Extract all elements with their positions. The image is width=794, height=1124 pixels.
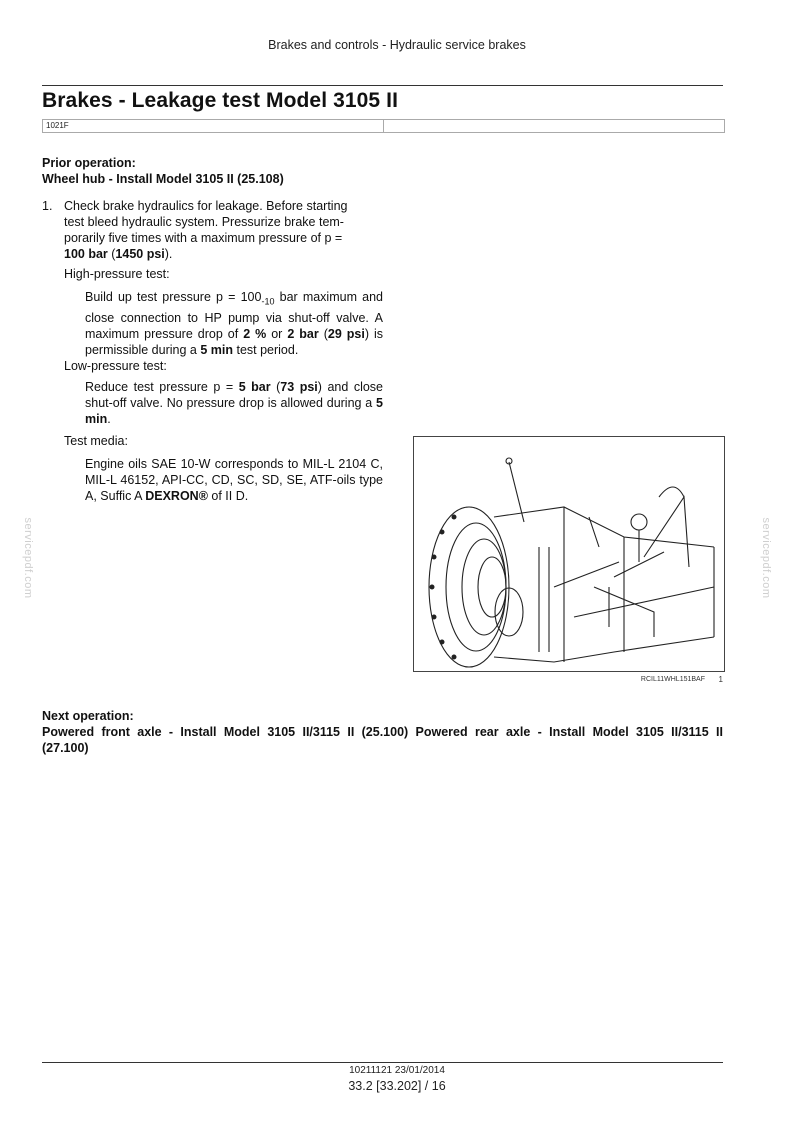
- watermark-right: servicepdf.com: [760, 517, 772, 599]
- next-operation-line-1: Powered front axle - Install Model 3105 II/3115 II (25.100) Powered rear axle - Install Model 3105 II/3115 II: [42, 725, 723, 739]
- step-number: 1.: [42, 199, 53, 213]
- footer-page-number: 33.2 [33.202] / 16: [348, 1079, 446, 1093]
- low-pressure-label: Low-pressure test:: [64, 359, 167, 373]
- test-media-text: Engine oils SAE 10-W corresponds to MIL-L 2104 C, MIL-L 46152, API-CC, CD, SC, SD, SE, ATF-oils type A, Suffic A DEXRON® of II D.: [85, 457, 383, 503]
- step-line-3: porarily five times with a maximum pressure of p =: [64, 231, 343, 245]
- prior-operation-text: Wheel hub - Install Model 3105 II (25.108): [42, 172, 284, 186]
- next-operation-label: Next operation:: [42, 709, 134, 723]
- step-line-4: 100 bar (1450 psi).: [64, 247, 173, 261]
- axle-line-drawing: [414, 437, 724, 671]
- page-title: Brakes - Leakage test Model 3105 II: [42, 89, 398, 112]
- high-pressure-label: High-pressure test:: [64, 267, 170, 281]
- figure-brake-test-illustration: [413, 436, 725, 672]
- running-header: Brakes and controls - Hydraulic service brakes: [268, 38, 526, 52]
- step-line-2: test bleed hydraulic system. Pressurize brake tem-: [64, 215, 344, 229]
- watermark-left: servicepdf.com: [22, 517, 34, 599]
- header-rule: [42, 85, 723, 86]
- bleed-pipe: [509, 462, 524, 522]
- high-pressure-text: Build up test pressure $p = 100_{-10}$ bar maximum and close connection to HP pump via shut-off valve. A maximum pressure drop of 2 % or 2 bar (29 psi) is permissible during a 5 min test period.: [85, 290, 384, 357]
- pressure-gauge: [631, 514, 647, 530]
- step-1-body: [64, 198, 383, 262]
- prior-operation-label: Prior operation:: [42, 156, 136, 170]
- document-code: 1021F: [46, 121, 69, 130]
- figure-number: 1: [718, 675, 723, 684]
- test-media-label: Test media:: [64, 434, 128, 448]
- footer-document-info: 10211121 23/01/2014: [349, 1065, 445, 1076]
- low-pressure-text: Reduce test pressure p = 5 bar (73 psi) and close shut-off valve. No pressure drop is allowed during a 5 min.: [85, 380, 384, 426]
- footer-rule: [42, 1062, 723, 1063]
- code-box: [42, 119, 725, 133]
- figure-reference: RCIL11WHL151BAF: [640, 676, 705, 683]
- step-line-1: Check brake hydraulics for leakage. Before starting: [64, 199, 348, 213]
- next-operation-line-2: (27.100): [42, 741, 89, 755]
- step-1: [42, 198, 387, 262]
- code-cell: [43, 120, 384, 132]
